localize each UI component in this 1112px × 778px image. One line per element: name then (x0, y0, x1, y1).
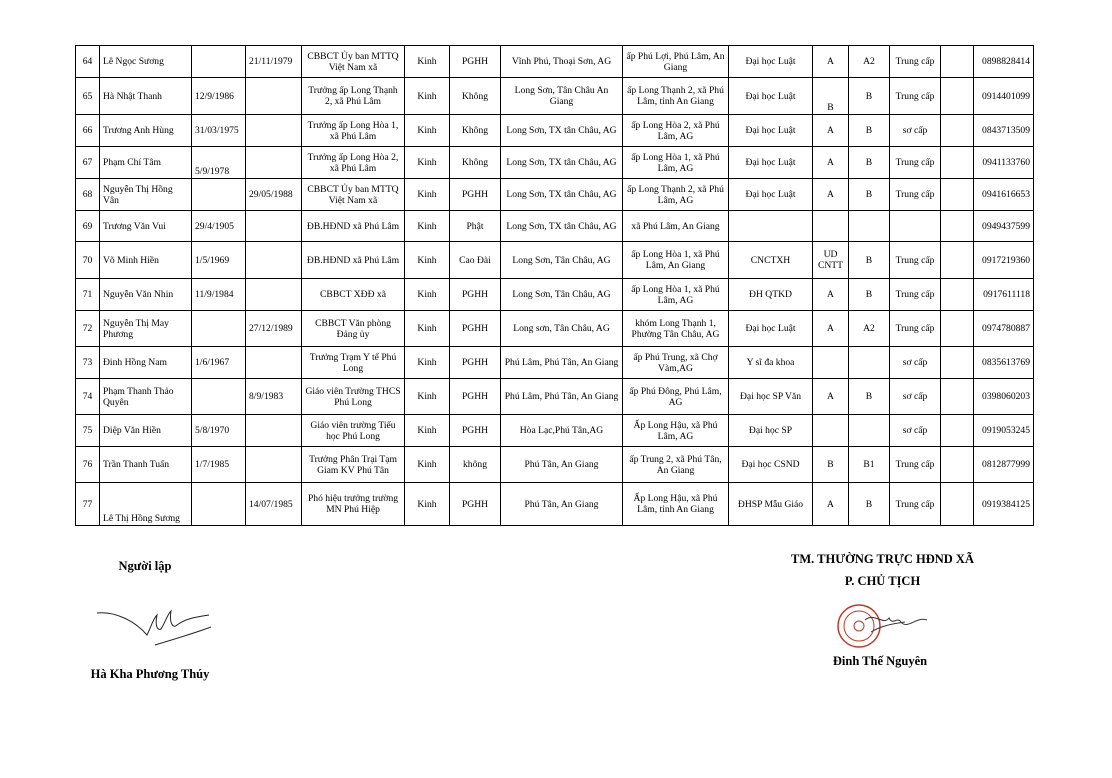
language-level: B (849, 147, 890, 179)
it-level (813, 347, 849, 379)
residence: ấp Phú Đông, Phú Lâm, AG (623, 379, 729, 415)
birth-date-female (246, 78, 302, 115)
phone-number: 0812877999 (974, 447, 1034, 483)
language-level: B (849, 242, 890, 279)
it-level: UD CNTT (813, 242, 849, 279)
education: Y sĩ đa khoa (729, 347, 813, 379)
religion: PGHH (450, 179, 501, 211)
organization: Giáo viên trường Tiểu học Phú Long (302, 415, 405, 447)
phone-number: 0917611118 (974, 279, 1034, 311)
birth-date-male (192, 379, 246, 415)
education: CNCTXH (729, 242, 813, 279)
birth-date-female: 29/05/1988 (246, 179, 302, 211)
blank-column (941, 279, 974, 311)
education: Đại học Luật (729, 46, 813, 78)
row-number: 70 (76, 242, 100, 279)
organization: Giáo viên Trường THCS Phú Long (302, 379, 405, 415)
hometown: Long sơn, Tân Châu, AG (501, 311, 623, 347)
table-row (76, 147, 1034, 179)
birth-date-female: 21/11/1979 (246, 46, 302, 78)
blank-column (941, 147, 974, 179)
birth-date-female (246, 115, 302, 147)
phone-number: 0941133760 (974, 147, 1034, 179)
person-name: Lê Thị Hồng Sương (100, 483, 192, 526)
table-row (76, 379, 1034, 415)
ethnicity: Kinh (405, 242, 450, 279)
hometown: Long Sơn, Tân Châu An Giang (501, 78, 623, 115)
phone-number: 0914401099 (974, 78, 1034, 115)
hometown: Phú Lâm, Phú Tân, An Giang (501, 379, 623, 415)
organization: CBBCT Văn phòng Đảng ủy (302, 311, 405, 347)
ethnicity: Kinh (405, 483, 450, 526)
birth-date-female (246, 347, 302, 379)
approver-title-1: TM. THƯỜNG TRỰC HĐND XÃ (791, 552, 974, 566)
language-level (849, 211, 890, 242)
person-name: Phạm Thanh Thảo Quyên (100, 379, 192, 415)
language-level: B (849, 115, 890, 147)
language-level: B (849, 78, 890, 115)
hometown: Vĩnh Phú, Thoại Sơn, AG (501, 46, 623, 78)
residence: xã Phú Lâm, An Giang (623, 211, 729, 242)
phone-number: 0398060203 (974, 379, 1034, 415)
religion: PGHH (450, 46, 501, 78)
hometown: Long Sơn, TX tân Châu, AG (501, 147, 623, 179)
religion: PGHH (450, 311, 501, 347)
political-level: Trung cấp (890, 483, 941, 526)
religion: Phật (450, 211, 501, 242)
table-row (76, 415, 1034, 447)
candidate-table (75, 45, 1034, 526)
blank-column (941, 311, 974, 347)
religion: PGHH (450, 483, 501, 526)
organization: Trưởng ấp Long Hòa 2, xã Phú Lâm (302, 147, 405, 179)
ethnicity: Kinh (405, 379, 450, 415)
phone-number: 0843713509 (974, 115, 1034, 147)
it-level: A (813, 379, 849, 415)
organization: CBBCT Ủy ban MTTQ Việt Nam xã (302, 46, 405, 78)
phone-number: 0898828414 (974, 46, 1034, 78)
political-level (890, 211, 941, 242)
political-level: Trung cấp (890, 78, 941, 115)
political-level: Trung cấp (890, 279, 941, 311)
ethnicity: Kinh (405, 78, 450, 115)
it-level: A (813, 46, 849, 78)
ethnicity: Kinh (405, 347, 450, 379)
organization: Trưởng Phân Trại Tạm Giam KV Phú Tân (302, 447, 405, 483)
blank-column (941, 483, 974, 526)
religion: Cao Đài (450, 242, 501, 279)
phone-number: 0835613769 (974, 347, 1034, 379)
education: Đại học CSND (729, 447, 813, 483)
it-level: A (813, 483, 849, 526)
birth-date-male: 1/6/1967 (192, 347, 246, 379)
organization: Trưởng Trạm Y tế Phú Long (302, 347, 405, 379)
row-number: 73 (76, 347, 100, 379)
education: Đại học SP (729, 415, 813, 447)
blank-column (941, 415, 974, 447)
official-seal-and-signature (835, 602, 935, 652)
residence: ấp Long Thạnh 2, xã Phú Lâm, tỉnh An Giang (623, 78, 729, 115)
hometown: Phú Tân, An Giang (501, 447, 623, 483)
residence: ấp Long Hòa 1, xã Phú Lâm, AG (623, 279, 729, 311)
religion: Không (450, 115, 501, 147)
birth-date-female (246, 242, 302, 279)
political-level: Trung cấp (890, 147, 941, 179)
birth-date-female (246, 279, 302, 311)
person-name: Nguyễn Thị Hồng Vân (100, 179, 192, 211)
ethnicity: Kinh (405, 279, 450, 311)
education: Đại học Luật (729, 147, 813, 179)
political-level: sơ cấp (890, 415, 941, 447)
language-level (849, 415, 890, 447)
residence: ấp Long Thạnh 2, xã Phú Lâm, AG (623, 179, 729, 211)
prepared-by-name: Hà Kha Phương Thúy (90, 667, 210, 681)
language-level: A2 (849, 46, 890, 78)
organization: ĐB.HĐND xã Phú Lâm (302, 242, 405, 279)
table-row (76, 311, 1034, 347)
residence: ấp Long Hòa 1, xã Phú Lâm, AG (623, 147, 729, 179)
hometown: Long Sơn, Tân Châu, AG (501, 279, 623, 311)
ethnicity: Kinh (405, 115, 450, 147)
religion: PGHH (450, 415, 501, 447)
it-level (813, 415, 849, 447)
ethnicity: Kinh (405, 179, 450, 211)
religion: Không (450, 147, 501, 179)
language-level: B (849, 379, 890, 415)
birth-date-male: 12/9/1986 (192, 78, 246, 115)
language-level: B (849, 179, 890, 211)
row-number: 69 (76, 211, 100, 242)
hometown: Hòa Lạc,Phú Tân,AG (501, 415, 623, 447)
education: Đại học SP Văn (729, 379, 813, 415)
language-level: A2 (849, 311, 890, 347)
row-number: 74 (76, 379, 100, 415)
approver-name: Đinh Thế Nguyên (832, 654, 928, 668)
organization: CBBCT Ủy ban MTTQ Việt Nam xã (302, 179, 405, 211)
table-row (76, 115, 1034, 147)
birth-date-male: 31/03/1975 (192, 115, 246, 147)
residence: ấp Phú Lợi, Phú Lâm, An Giang (623, 46, 729, 78)
residence: ấp Long Hòa 2, xã Phú Lâm, AG (623, 115, 729, 147)
phone-number: 0919384125 (974, 483, 1034, 526)
row-number: 66 (76, 115, 100, 147)
row-number: 64 (76, 46, 100, 78)
organization: CBBCT XĐĐ xã (302, 279, 405, 311)
birth-date-female: 8/9/1983 (246, 379, 302, 415)
row-number: 68 (76, 179, 100, 211)
birth-date-male (192, 46, 246, 78)
birth-date-male (192, 311, 246, 347)
birth-date-female (246, 447, 302, 483)
person-name: Đinh Hồng Nam (100, 347, 192, 379)
it-level: A (813, 115, 849, 147)
birth-date-female: 27/12/1989 (246, 311, 302, 347)
birth-date-male: 5/8/1970 (192, 415, 246, 447)
table-row (76, 211, 1034, 242)
row-number: 71 (76, 279, 100, 311)
phone-number: 0974780887 (974, 311, 1034, 347)
person-name: Trương Anh Hùng (100, 115, 192, 147)
ethnicity: Kinh (405, 46, 450, 78)
handwritten-signature-left (95, 605, 215, 647)
person-name: Nguyễn Văn Nhin (100, 279, 192, 311)
row-number: 76 (76, 447, 100, 483)
ethnicity: Kinh (405, 147, 450, 179)
education: ĐH QTKD (729, 279, 813, 311)
it-level: A (813, 279, 849, 311)
it-level: B (813, 447, 849, 483)
person-name: Phạm Chí Tâm (100, 147, 192, 179)
political-level: Trung cấp (890, 179, 941, 211)
political-level: sơ cấp (890, 115, 941, 147)
political-level: Trung cấp (890, 311, 941, 347)
birth-date-female (246, 211, 302, 242)
language-level (849, 347, 890, 379)
birth-date-female (246, 147, 302, 179)
row-number: 72 (76, 311, 100, 347)
birth-date-female (246, 415, 302, 447)
religion: PGHH (450, 379, 501, 415)
ethnicity: Kinh (405, 447, 450, 483)
blank-column (941, 46, 974, 78)
residence: ấp Long Hòa 1, xã Phú Lâm, An Giang (623, 242, 729, 279)
blank-column (941, 78, 974, 115)
ethnicity: Kinh (405, 211, 450, 242)
language-level: B (849, 483, 890, 526)
table-row (76, 483, 1034, 526)
table-row (76, 279, 1034, 311)
phone-number: 0949437599 (974, 211, 1034, 242)
political-level: Trung cấp (890, 447, 941, 483)
person-name: Nguyễn Thị May Phương (100, 311, 192, 347)
political-level: sơ cấp (890, 379, 941, 415)
phone-number: 0917219360 (974, 242, 1034, 279)
education: Đại học Luật (729, 115, 813, 147)
education (729, 211, 813, 242)
approver-title-2: P. CHỦ TỊCH (844, 574, 921, 588)
religion: Không (450, 78, 501, 115)
it-level: A (813, 147, 849, 179)
hometown: Phú Lâm, Phú Tân, An Giang (501, 347, 623, 379)
language-level: B (849, 279, 890, 311)
political-level: sơ cấp (890, 347, 941, 379)
organization: Phó hiệu trưởng trường MN Phú Hiệp (302, 483, 405, 526)
birth-date-male: 11/9/1984 (192, 279, 246, 311)
ethnicity: Kinh (405, 311, 450, 347)
residence: ấp Trung 2, xã Phú Tân, An Giang (623, 447, 729, 483)
hometown: Phú Tân, An Giang (501, 483, 623, 526)
organization: Trưởng ấp Long Hòa 1, xã Phú Lâm (302, 115, 405, 147)
residence: ấp Phú Trung, xã Chợ Vàm,AG (623, 347, 729, 379)
it-level: A (813, 311, 849, 347)
education: Đại học Luật (729, 179, 813, 211)
blank-column (941, 447, 974, 483)
blank-column (941, 211, 974, 242)
blank-column (941, 179, 974, 211)
person-name: Trương Văn Vui (100, 211, 192, 242)
birth-date-male: 29/4/1905 (192, 211, 246, 242)
ethnicity: Kinh (405, 415, 450, 447)
table-row (76, 46, 1034, 78)
birth-date-male (192, 483, 246, 526)
it-level: B (813, 78, 849, 115)
blank-column (941, 379, 974, 415)
hometown: Long Sơn, Tân Châu, AG (501, 242, 623, 279)
prepared-by-title: Người lập (118, 559, 172, 573)
religion: PGHH (450, 279, 501, 311)
table-row (76, 347, 1034, 379)
religion: không (450, 447, 501, 483)
education: Đại học Luật (729, 78, 813, 115)
language-level: B1 (849, 447, 890, 483)
birth-date-male (192, 179, 246, 211)
residence: Ấp Long Hậu, xã Phú Lâm, AG (623, 415, 729, 447)
table-row (76, 179, 1034, 211)
table-row (76, 242, 1034, 279)
blank-column (941, 242, 974, 279)
birth-date-male: 1/7/1985 (192, 447, 246, 483)
organization: Trưởng ấp Long Thạnh 2, xã Phú Lâm (302, 78, 405, 115)
row-number: 77 (76, 483, 100, 526)
table-row (76, 447, 1034, 483)
residence: khóm Long Thạnh 1, Phường Tân Châu, AG (623, 311, 729, 347)
person-name: Võ Minh Hiền (100, 242, 192, 279)
religion: PGHH (450, 347, 501, 379)
blank-column (941, 115, 974, 147)
row-number: 75 (76, 415, 100, 447)
political-level: Trung cấp (890, 242, 941, 279)
hometown: Long Sơn, TX tân Châu, AG (501, 179, 623, 211)
table-row (76, 78, 1034, 115)
phone-number: 0941616653 (974, 179, 1034, 211)
person-name: Trần Thanh Tuấn (100, 447, 192, 483)
row-number: 67 (76, 147, 100, 179)
birth-date-female: 14/07/1985 (246, 483, 302, 526)
birth-date-male: 5/9/1978 (192, 147, 246, 179)
political-level: Trung cấp (890, 46, 941, 78)
birth-date-male: 1/5/1969 (192, 242, 246, 279)
phone-number: 0919053245 (974, 415, 1034, 447)
it-level (813, 211, 849, 242)
person-name: Hà Nhật Thanh (100, 78, 192, 115)
hometown: Long Sơn, TX tân Châu, AG (501, 211, 623, 242)
hometown: Long Sơn, TX tân Châu, AG (501, 115, 623, 147)
education: Đại học Luật (729, 311, 813, 347)
residence: Ấp Long Hậu, xã Phú Lâm, tỉnh An Giang (623, 483, 729, 526)
education: ĐHSP Mẫu Giáo (729, 483, 813, 526)
blank-column (941, 347, 974, 379)
it-level: A (813, 179, 849, 211)
row-number: 65 (76, 78, 100, 115)
organization: ĐB.HĐND xã Phú Lâm (302, 211, 405, 242)
person-name: Lê Ngọc Sương (100, 46, 192, 78)
person-name: Diệp Văn Hiền (100, 415, 192, 447)
